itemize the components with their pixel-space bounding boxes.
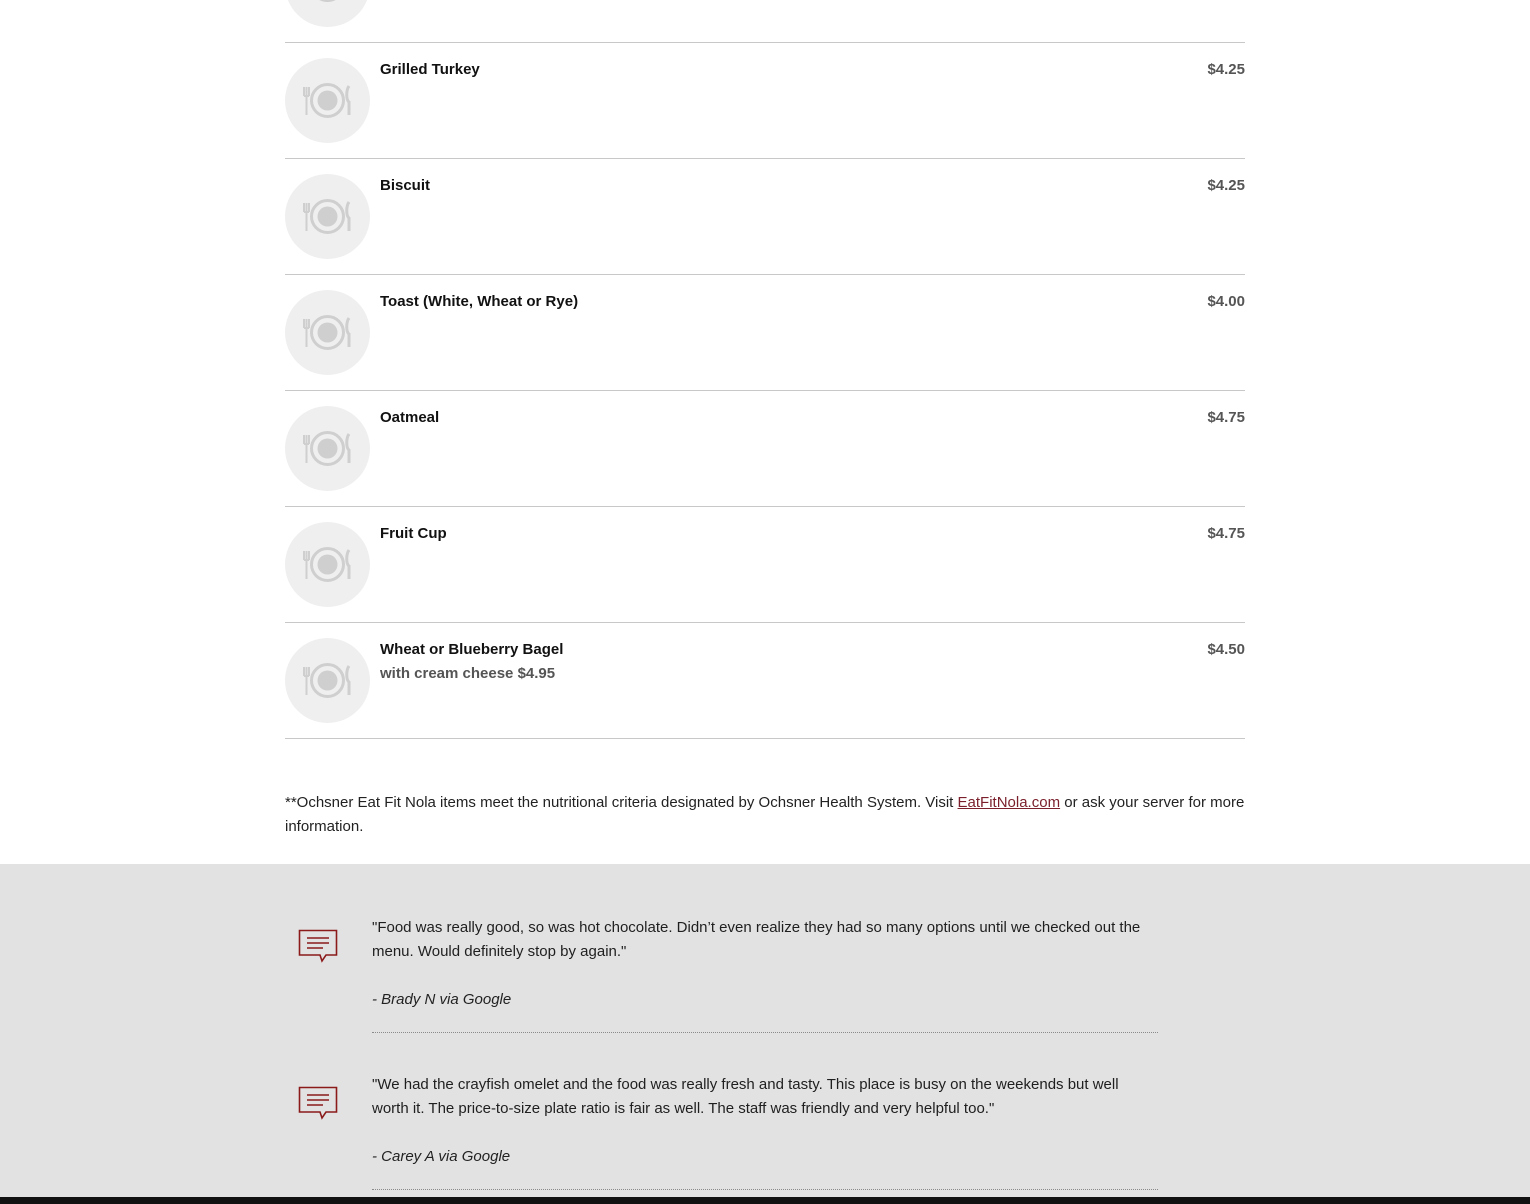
item-price: $4.25 — [1207, 61, 1245, 78]
item-price: $4.75 — [1207, 525, 1245, 542]
menu-item-partial — [285, 0, 1245, 43]
review-body — [372, 1073, 1158, 1190]
item-description: with cream cheese $4.95 — [380, 665, 556, 682]
menu-item — [285, 623, 1245, 739]
plate-icon — [285, 58, 370, 143]
item-price: $4.50 — [1207, 641, 1245, 658]
menu-item — [285, 391, 1245, 507]
item-name: Fruit Cup — [380, 525, 447, 542]
item-price: $4.75 — [1207, 409, 1245, 426]
plate-icon — [285, 0, 370, 27]
item-name: Toast (White, Wheat or Rye) — [380, 293, 579, 310]
plate-icon — [285, 638, 370, 723]
review-quote: "Food was really good, so was hot chocolate. Didn’t even realize they had so many options until we checked out the menu. Would definitely stop by again." — [372, 919, 1141, 960]
disclaimer-before: **Ochsner Eat Fit Nola items meet the nutritional criteria designated by Ochsner Health System. Visit — [285, 794, 958, 811]
plate-icon — [285, 522, 370, 607]
disclaimer-after: or ask your server for more information. — [285, 794, 1245, 835]
item-name: Wheat or Blueberry Bagel — [380, 641, 564, 658]
review-body — [372, 916, 1158, 1033]
item-name: Biscuit — [380, 177, 431, 194]
item-price: $4.00 — [1207, 293, 1245, 310]
item-name: Oatmeal — [380, 409, 440, 426]
plate-icon — [285, 290, 370, 375]
menu-list — [285, 0, 1245, 739]
speech-bubble-icon — [298, 1086, 338, 1120]
review-author: - Carey A via Google — [372, 1148, 511, 1165]
review-divider — [372, 1189, 1158, 1190]
plate-icon — [285, 174, 370, 259]
menu-item — [285, 43, 1245, 159]
footer-bar — [0, 1197, 1530, 1204]
reviews-section — [0, 864, 1530, 1197]
eatfitnola-link[interactable]: EatFitNola.com — [957, 794, 1061, 811]
menu-item — [285, 507, 1245, 623]
review-divider — [372, 1032, 1158, 1033]
menu-item — [285, 275, 1245, 391]
review-author: - Brady N via Google — [372, 991, 512, 1008]
speech-bubble-icon — [298, 929, 338, 963]
item-price: $4.25 — [1207, 177, 1245, 194]
review-quote: "We had the crayfish omelet and the food was really fresh and tasty. This place is busy on the weekends but well worth it. The price-to-size plate ratio is fair as well. The staff was friendly and very helpful too." — [372, 1076, 1119, 1117]
disclaimer-text — [285, 791, 1250, 839]
plate-icon — [285, 406, 370, 491]
item-name: Grilled Turkey — [380, 61, 480, 78]
menu-item — [285, 159, 1245, 275]
